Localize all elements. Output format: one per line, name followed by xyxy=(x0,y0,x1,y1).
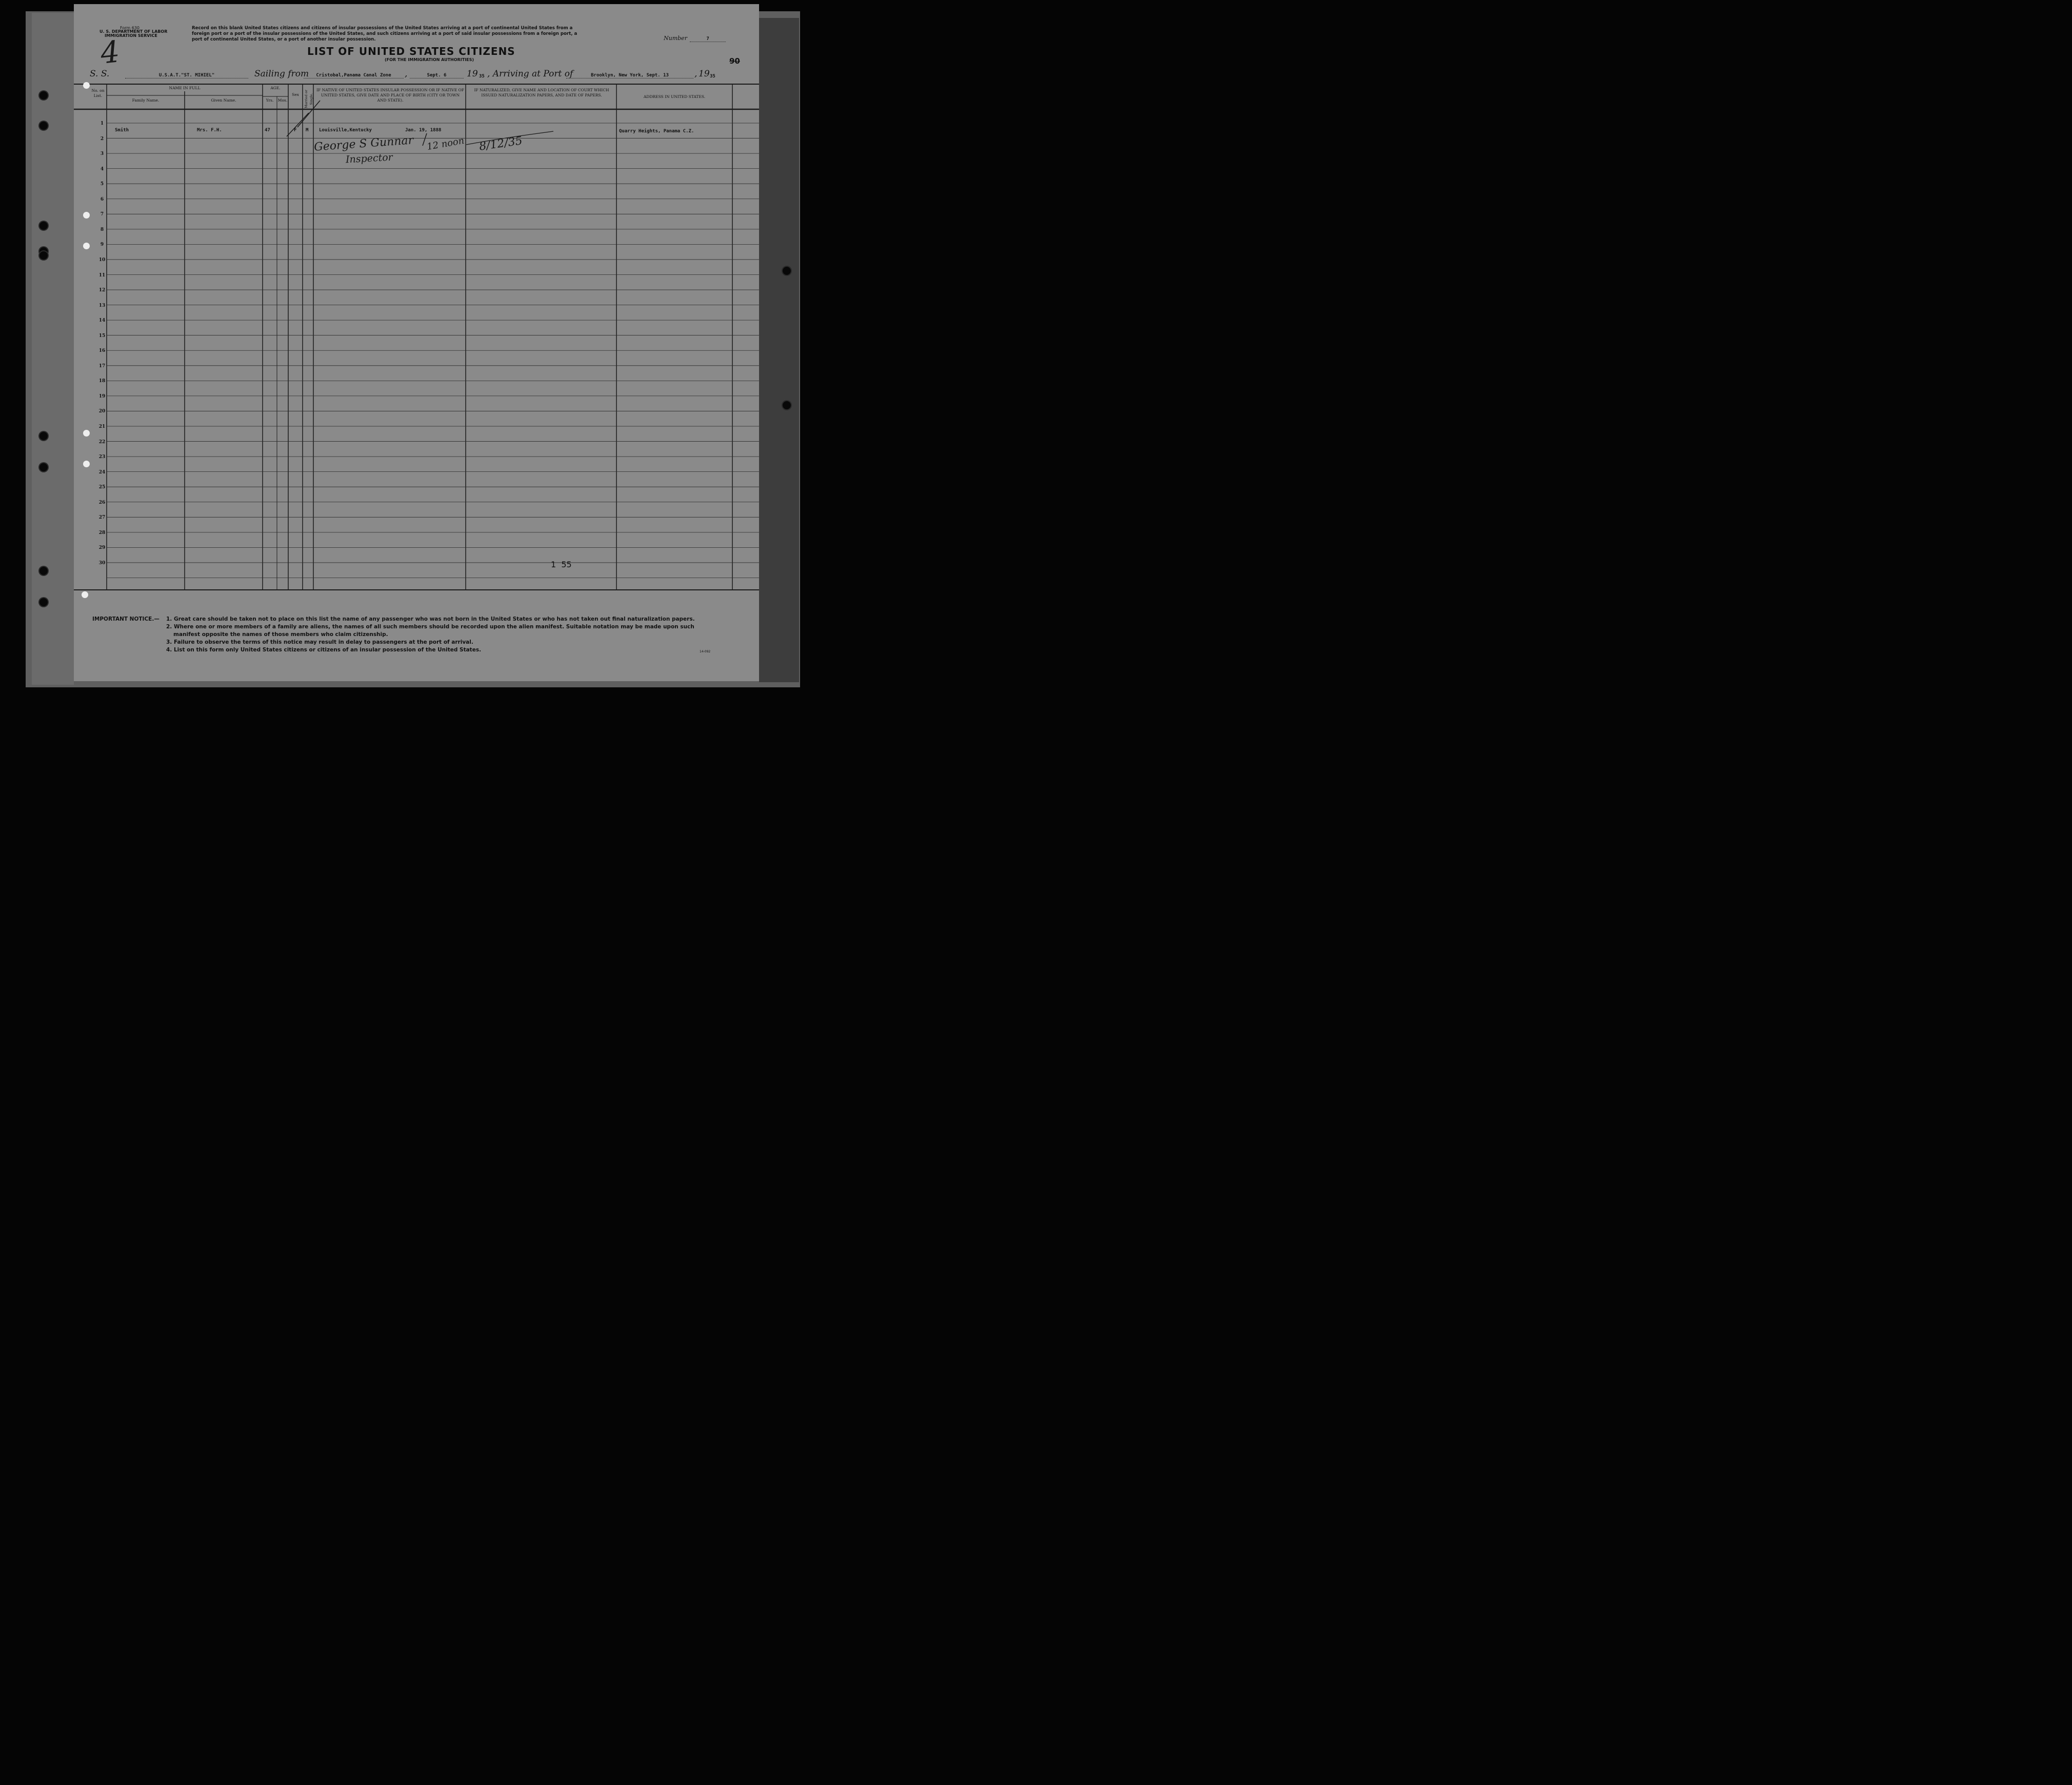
department-line2: IMMIGRATION SERVICE xyxy=(105,33,157,38)
header-age: AGE. xyxy=(270,86,281,90)
binder-hole xyxy=(39,251,48,260)
row-number: 19 xyxy=(98,393,106,399)
number-value: 7 xyxy=(690,36,726,42)
header-married-single: Married or Single. xyxy=(304,90,313,108)
cell-birth-date: Jan. 19, 1888 xyxy=(405,128,442,133)
binder-hole xyxy=(39,432,48,440)
page-number: 90 xyxy=(729,56,740,66)
arriving-year: 35 xyxy=(710,74,715,79)
header-birth: IF NATIVE OF UNITED STATES INSULAR POSSESSION OR IF NATIVE OF UNITED STATES, GIVE DATE AND PLACE OF BIRTH (CITY OR TOWN AND STATE). xyxy=(316,88,464,103)
row-number: 9 xyxy=(100,242,104,248)
sailing-from: Cristobal,Panama Canal Zone xyxy=(304,73,404,78)
form-sheet xyxy=(74,4,759,681)
row-number: 22 xyxy=(98,439,106,445)
row-number: 12 xyxy=(98,288,106,293)
stamp: 1 55 xyxy=(551,560,572,569)
row-number: 13 xyxy=(98,303,106,308)
binder-hole xyxy=(783,267,791,275)
form-number: Form 630 xyxy=(120,26,140,30)
cell-given-name: Mrs. F.H. xyxy=(197,128,222,133)
row-number: 24 xyxy=(98,469,106,475)
cell-birth-place: Louisville,Kentucky xyxy=(319,128,372,133)
ship-name: U.S.A.T."ST. MIHIEL" xyxy=(125,73,248,78)
row-number: 29 xyxy=(98,545,106,551)
punch-hole xyxy=(83,461,90,467)
row-number: 16 xyxy=(98,348,106,354)
sailing-date: Sept. 6 xyxy=(410,73,464,78)
notice-heading: IMPORTANT NOTICE.— xyxy=(92,616,160,622)
notice-item-4: 4. List on this form only United States citizens or citizens of an insular possession of the United States. xyxy=(166,647,482,653)
intro-line3: port of continental United States, or a port of another insular possession. xyxy=(192,37,376,42)
inspection-time: 12 noon xyxy=(426,135,465,153)
binder-hole xyxy=(783,401,791,409)
header-yrs: Yrs. xyxy=(266,98,274,103)
notice-item-1: 1. Great care should be taken not to place on this list the name of any passenger who was not born in the United States or who has not taken out final naturalization papers. xyxy=(166,616,695,622)
department-line1: U. S. DEPARTMENT OF LABOR xyxy=(99,29,168,34)
handwritten-mark: 4 xyxy=(98,34,122,71)
row-number: 7 xyxy=(100,212,104,217)
comma: , xyxy=(405,69,408,79)
intro-line2: foreign port or a port of the insular possessions of the United States, and such citizens arriving at a port of said insular possessions from a foreign port, a xyxy=(192,31,577,36)
number-label: Number xyxy=(664,35,687,42)
binder-hole xyxy=(39,567,48,575)
row-number: 2 xyxy=(100,136,104,142)
ss-label: S. S. xyxy=(90,69,110,79)
intro-line1: Record on this blank United States citizens and citizens of insular possessions of the United States arriving at a port of continental United States from a xyxy=(192,26,573,31)
inspection-date: 8/12/35 xyxy=(478,134,524,153)
row-number: 25 xyxy=(98,485,106,490)
binder-hole xyxy=(39,463,48,471)
page-title: LIST OF UNITED STATES CITIZENS xyxy=(307,45,515,57)
year-prefix-1: 19 xyxy=(467,69,478,79)
row-number: 23 xyxy=(98,454,106,460)
row-number: 6 xyxy=(100,196,104,202)
inspector-signature: George S Gunnar xyxy=(313,134,414,154)
header-address: ADDRESS IN UNITED STATES. xyxy=(643,94,706,99)
row-number: 4 xyxy=(100,166,104,172)
punch-hole xyxy=(83,212,90,219)
footer-code: 14-092 xyxy=(700,650,711,653)
row-number: 11 xyxy=(98,272,106,278)
year-prefix-2: 19 xyxy=(699,69,710,79)
arriving-port: Brooklyn, New York, Sept. 13 xyxy=(566,73,693,78)
left-binding-strip xyxy=(32,13,74,685)
row-number: 5 xyxy=(100,182,104,187)
row-number: 15 xyxy=(98,333,106,339)
page-subtitle: (FOR THE IMMIGRATION AUTHORITIES) xyxy=(385,57,474,62)
sailing-year: 35 xyxy=(479,74,485,79)
row-number: 18 xyxy=(98,379,106,384)
notice-list xyxy=(166,616,756,654)
header-no-on-list: No. on List. xyxy=(91,88,105,98)
cell-address: Quarry Heights, Panama C.Z. xyxy=(619,129,694,134)
row-number: 10 xyxy=(98,257,106,263)
binder-hole xyxy=(39,91,48,100)
row-number: 1 xyxy=(100,121,104,126)
notice-item-3: 3. Failure to observe the terms of this notice may result in delay to passengers at the port of arrival. xyxy=(166,639,473,645)
right-binding-strip xyxy=(759,18,799,682)
header-family-name: Family Name. xyxy=(132,98,160,103)
header-mos: Mos. xyxy=(277,98,288,103)
header-given-name: Given Name. xyxy=(211,98,236,103)
comma: , xyxy=(694,69,698,79)
notice-item-2-cont: manifest opposite the names of those members who claim citizenship. xyxy=(173,631,388,638)
row-number: 28 xyxy=(98,530,106,536)
punch-hole xyxy=(83,430,90,437)
row-number: 21 xyxy=(98,424,106,429)
cell-sex: F xyxy=(294,128,297,133)
arriving-label: , Arriving at Port of xyxy=(487,69,573,79)
punch-hole xyxy=(83,243,90,249)
header-name-in-full: NAME IN FULL xyxy=(169,86,201,90)
row-number: 14 xyxy=(98,318,106,324)
cell-marital: M xyxy=(306,128,309,133)
punch-hole xyxy=(82,591,88,598)
row-number: 27 xyxy=(98,515,106,521)
cell-family-name: Smith xyxy=(115,128,129,133)
cell-age-yrs: 47 xyxy=(265,128,270,133)
header-sex: Sex xyxy=(292,92,299,97)
binder-hole xyxy=(39,222,48,230)
row-number: 26 xyxy=(98,500,106,505)
row-number: 30 xyxy=(98,560,106,566)
notice-item-2: 2. Where one or more members of a family are aliens, the names of all such members should be recorded upon the alien manifest. Suitable notation may be made upon such xyxy=(166,624,694,630)
punch-hole xyxy=(83,82,90,89)
row-number: 8 xyxy=(100,227,104,232)
inspector-title: Inspector xyxy=(345,151,393,166)
sailing-label: Sailing from xyxy=(254,69,309,79)
binder-hole xyxy=(39,598,48,606)
row-number: 3 xyxy=(100,151,104,157)
row-number: 17 xyxy=(98,363,106,369)
row-number: 20 xyxy=(98,409,106,414)
header-naturalized: IF NATURALIZED, GIVE NAME AND LOCATION OF COURT WHICH ISSUED NATURALIZATION PAPERS, AND DATE OF PAPERS. xyxy=(474,88,609,97)
binder-hole xyxy=(39,122,48,130)
